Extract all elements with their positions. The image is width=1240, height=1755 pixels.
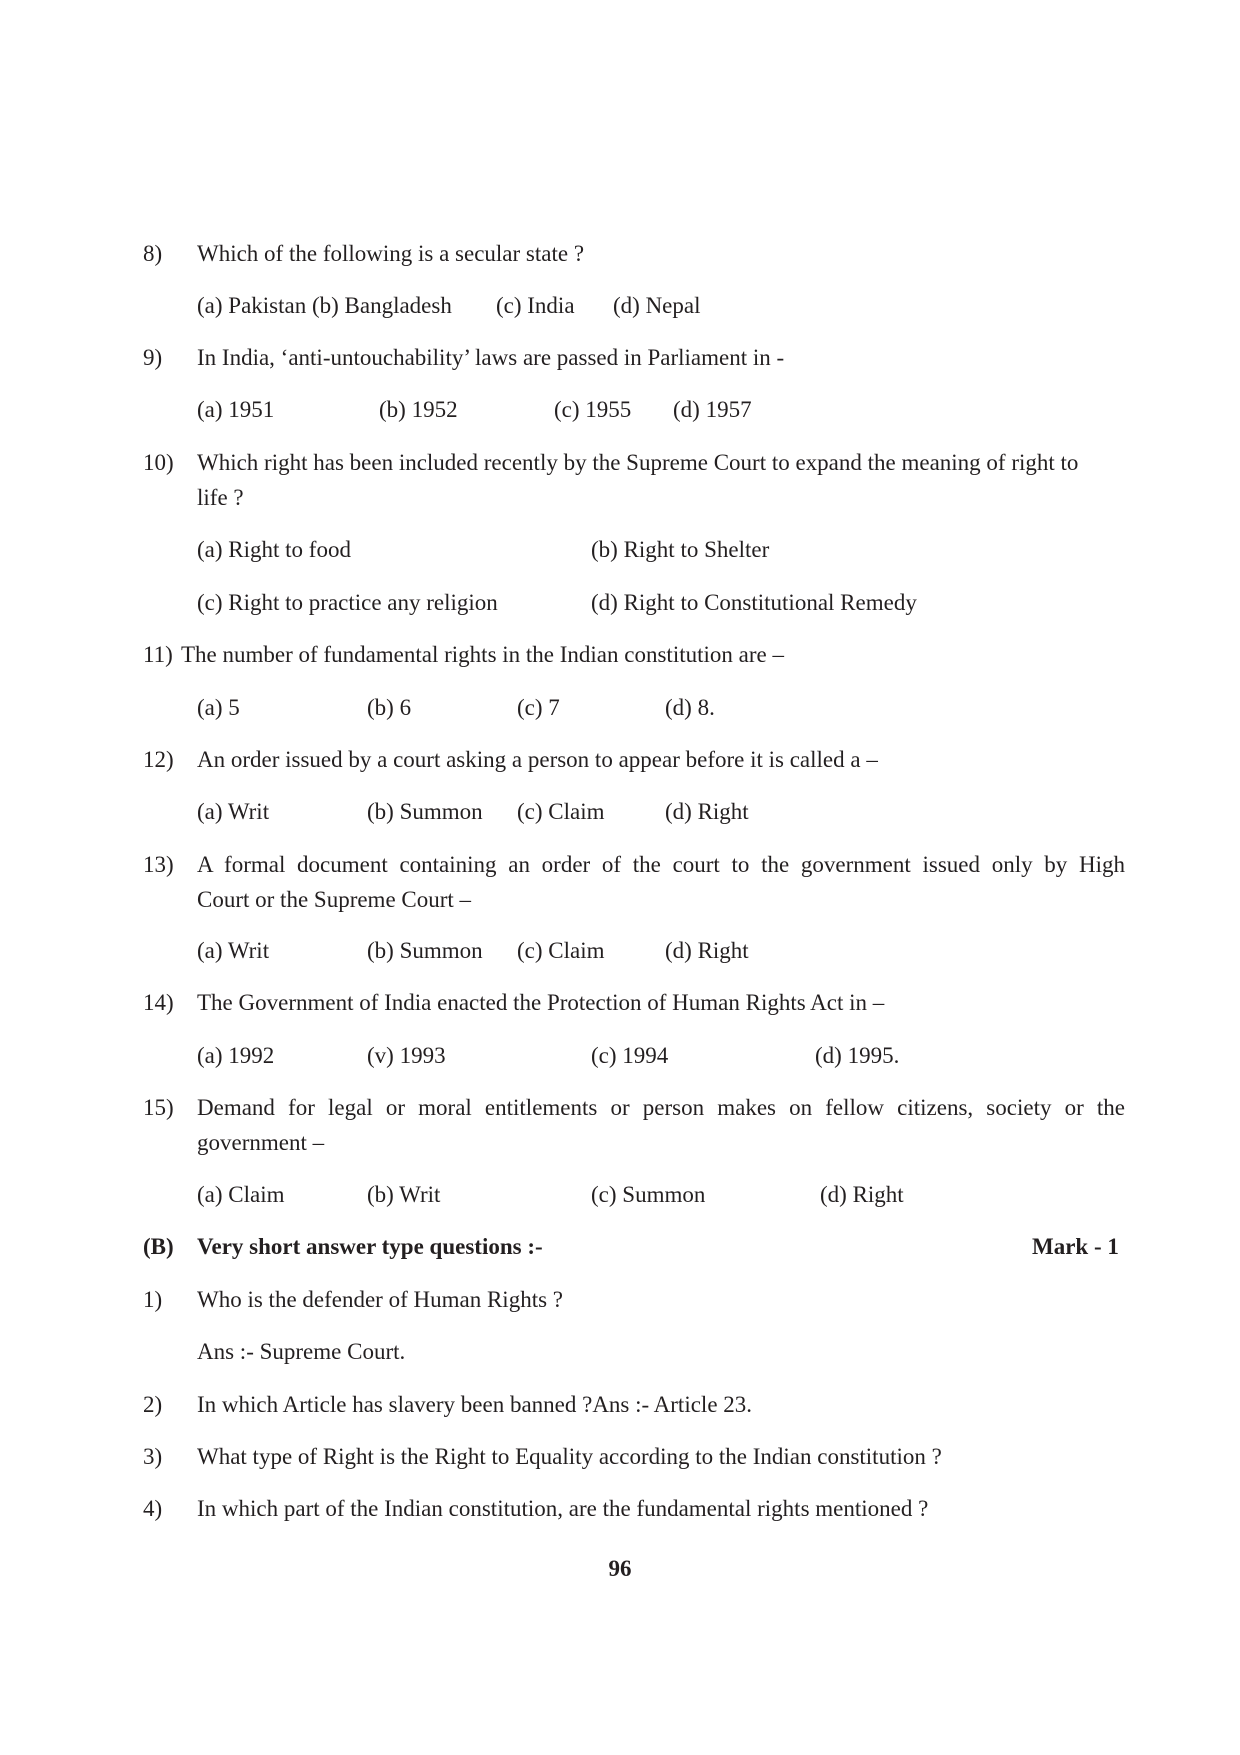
option: (d) Right xyxy=(665,799,749,824)
question-text: What type of Right is the Right to Equality according to the Indian constitution ? xyxy=(197,1444,942,1469)
question-text-line2: life ? xyxy=(197,485,244,510)
option: (b) Right to Shelter xyxy=(591,537,770,562)
option: (a) Pakistan (b) Bangladesh xyxy=(197,293,452,318)
section-marks: Mark - 1 xyxy=(1032,1234,1119,1259)
option: (c) Right to practice any religion xyxy=(197,590,498,615)
option: (c) 1955 xyxy=(554,397,632,422)
question-number: 9) xyxy=(143,345,163,370)
question-text-line2: government – xyxy=(197,1130,325,1155)
question-text: Who is the defender of Human Rights ? xyxy=(197,1287,563,1312)
option: (c) Claim xyxy=(517,799,605,824)
option: (c) 7 xyxy=(517,695,560,720)
question-text: The number of fundamental rights in the Indian constitution are – xyxy=(181,642,784,667)
question-number: 2) xyxy=(143,1392,163,1417)
option: (b) Writ xyxy=(367,1182,441,1207)
option: (c) Summon xyxy=(591,1182,706,1207)
question-text-line1: Demand for legal or moral entitlements or person makes on fellow citizens, society or the xyxy=(197,1095,1125,1120)
option: (b) 6 xyxy=(367,695,412,720)
option: (d) Right xyxy=(820,1182,904,1207)
question-number: 14) xyxy=(143,990,174,1015)
page-number: 96 xyxy=(608,1556,632,1581)
option: (c) India xyxy=(496,293,575,318)
option: (d) 1995. xyxy=(815,1043,900,1068)
section-label: (B) xyxy=(143,1234,174,1259)
option: (b) 1952 xyxy=(379,397,458,422)
option: (a) 1992 xyxy=(197,1043,275,1068)
option: (a) Claim xyxy=(197,1182,285,1207)
question-text: The Government of India enacted the Protection of Human Rights Act in – xyxy=(197,990,885,1015)
question-text: In India, ‘anti-untouchability’ laws are passed in Parliament in - xyxy=(197,345,785,370)
option: (d) Right xyxy=(665,938,749,963)
option: (a) Writ xyxy=(197,799,270,824)
question-text-line1: A formal document containing an order of the court to the government issued only by High xyxy=(197,852,1125,877)
question-text: An order issued by a court asking a person to appear before it is called a – xyxy=(197,747,878,772)
option: (c) Claim xyxy=(517,938,605,963)
question-text: Which of the following is a secular state ? xyxy=(197,241,585,266)
option: (v) 1993 xyxy=(367,1043,446,1068)
option: (d) 8. xyxy=(665,695,715,720)
question-number: 11) xyxy=(143,642,173,667)
question-number: 3) xyxy=(143,1444,163,1469)
option: (a) 5 xyxy=(197,695,240,720)
question-number: 13) xyxy=(143,852,174,877)
answer-text: Ans :- Supreme Court. xyxy=(197,1339,406,1364)
option: (a) Writ xyxy=(197,938,270,963)
question-number: 10) xyxy=(143,450,174,475)
option: (d) Nepal xyxy=(613,293,701,318)
question-number: 1) xyxy=(143,1287,163,1312)
option: (a) Right to food xyxy=(197,537,351,562)
option: (a) 1951 xyxy=(197,397,275,422)
question-number: 4) xyxy=(143,1496,163,1521)
question-number: 15) xyxy=(143,1095,174,1120)
option: (d) Right to Constitutional Remedy xyxy=(591,590,917,615)
question-text: In which Article has slavery been banned ?Ans :- Article 23. xyxy=(197,1392,753,1417)
option: (d) 1957 xyxy=(673,397,752,422)
question-text-line1: Which right has been included recently by the Supreme Court to expand the meaning of right to xyxy=(197,450,1079,475)
section-title: Very short answer type questions :- xyxy=(197,1234,543,1259)
option: (b) Summon xyxy=(367,799,483,824)
question-text-line2: Court or the Supreme Court – xyxy=(197,887,472,912)
question-text: In which part of the Indian constitution, are the fundamental rights mentioned ? xyxy=(197,1496,929,1521)
question-number: 12) xyxy=(143,747,174,772)
option: (c) 1994 xyxy=(591,1043,669,1068)
question-number: 8) xyxy=(143,241,163,266)
option: (b) Summon xyxy=(367,938,483,963)
